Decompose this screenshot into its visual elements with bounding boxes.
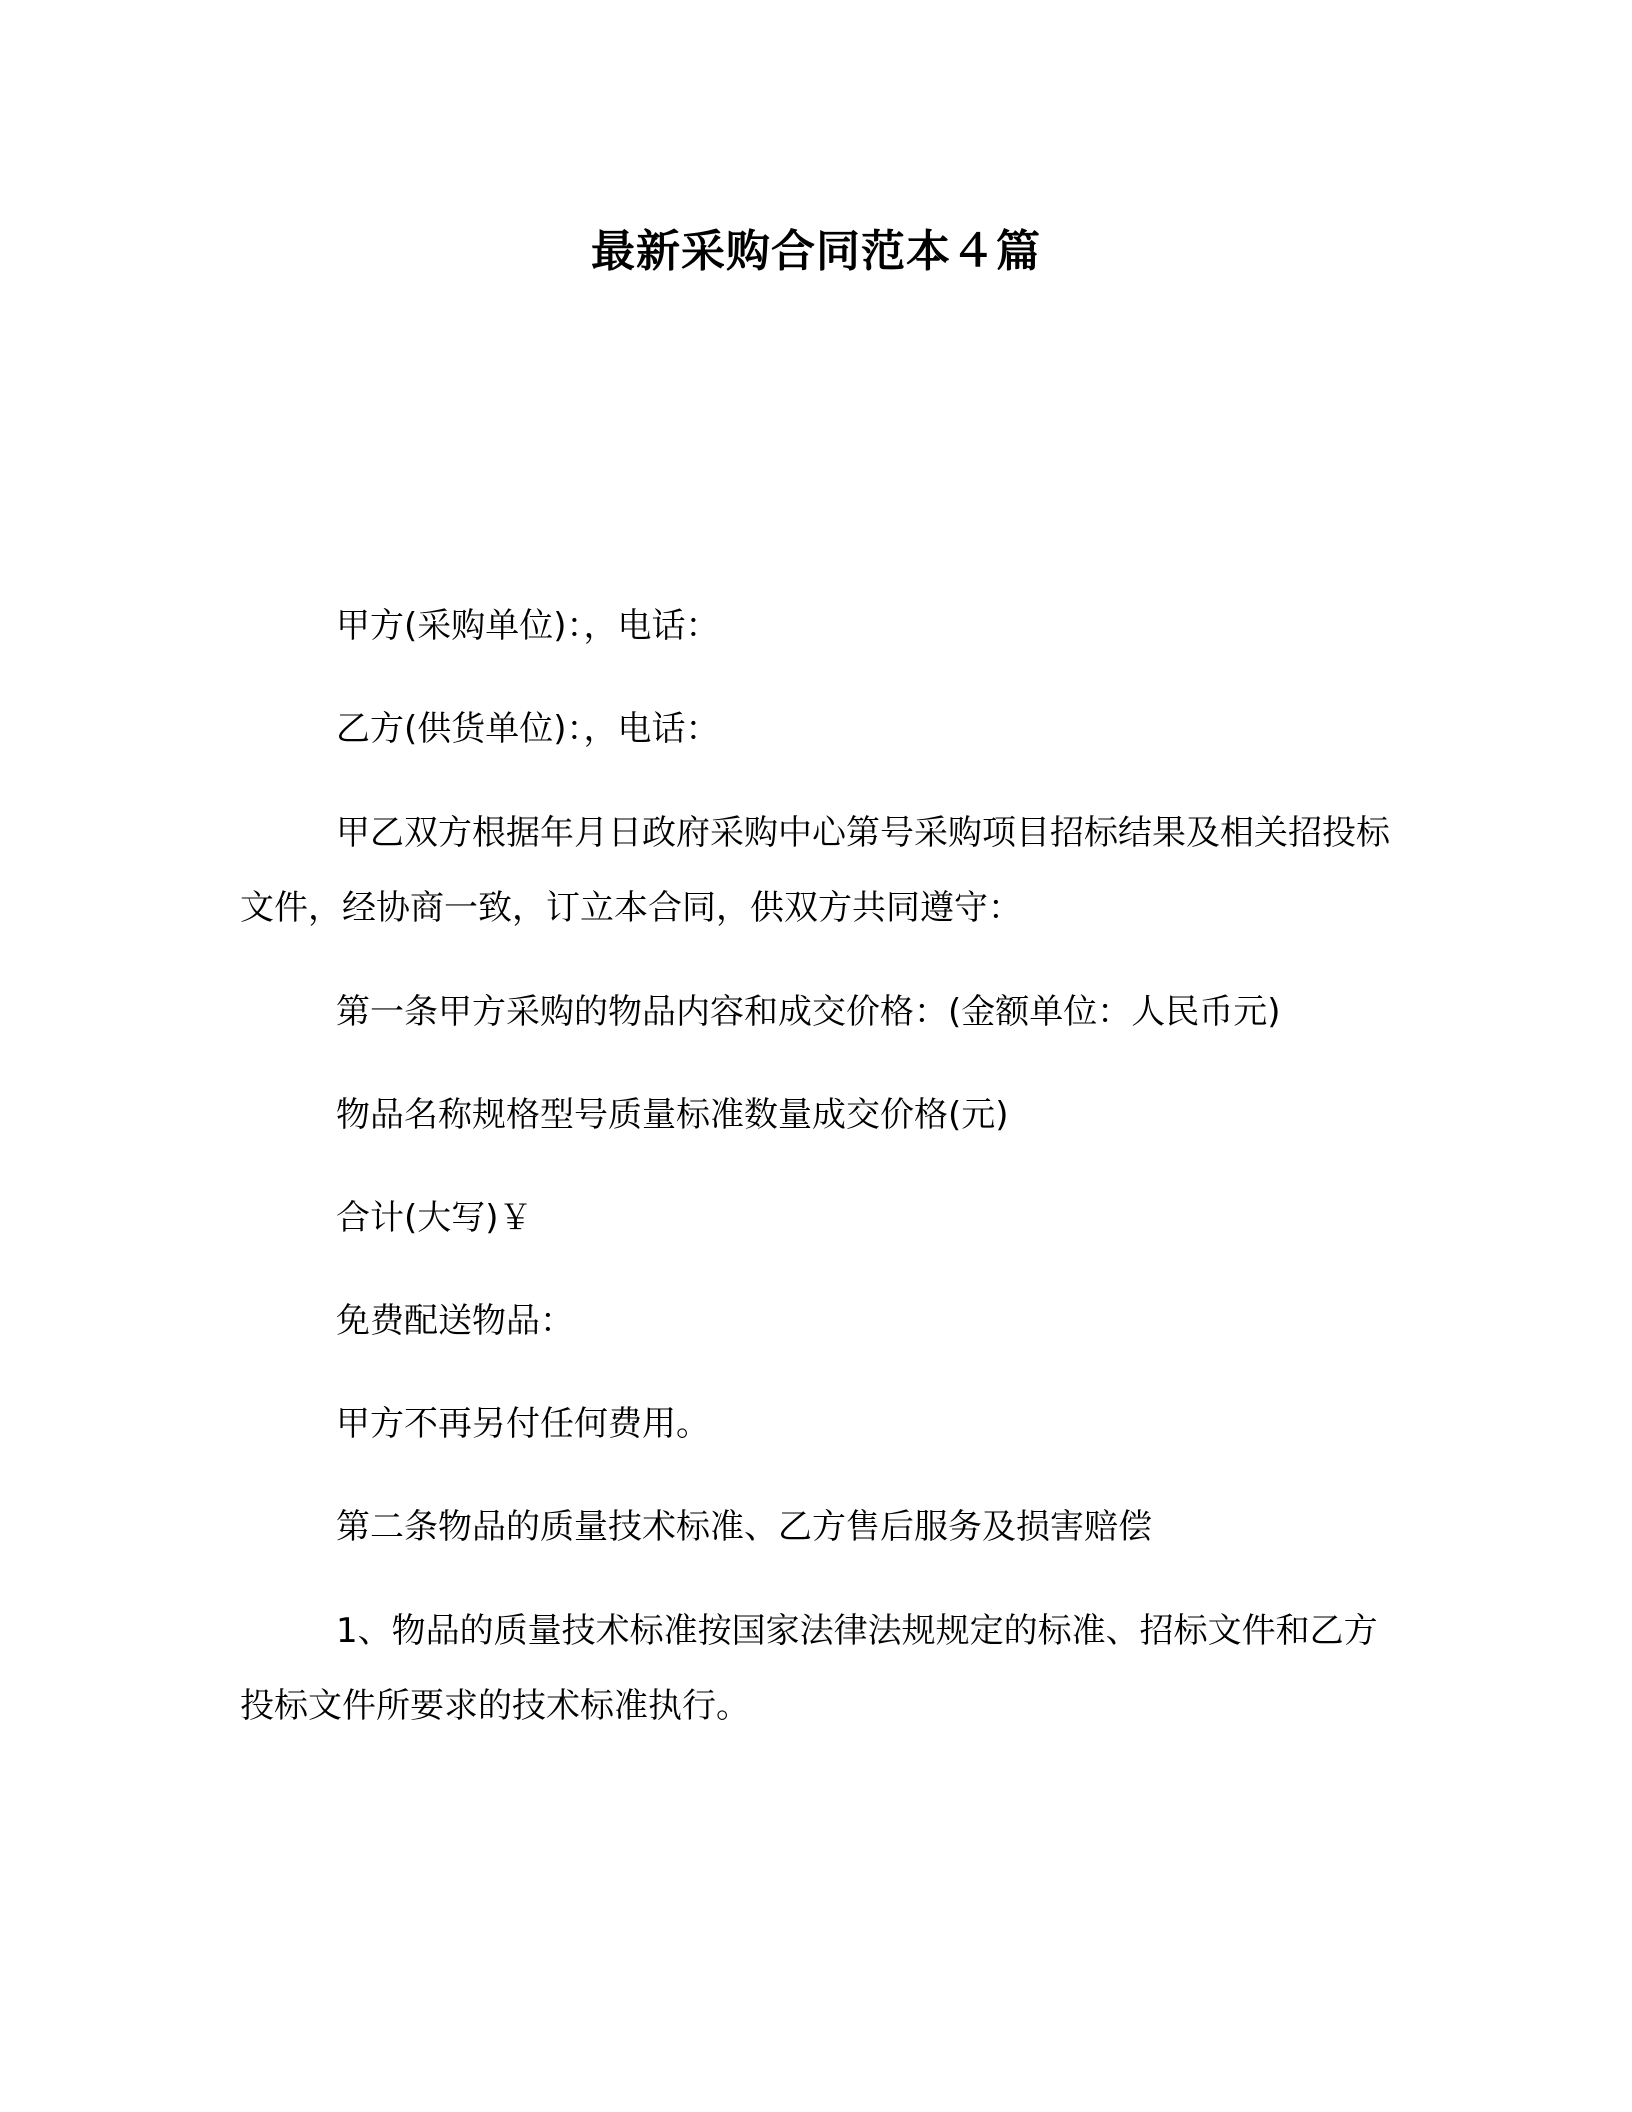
document-title: 最新采购合同范本４篇 <box>591 226 1041 277</box>
party-a-line: 甲方(采购单位)：，电话： <box>336 606 720 646</box>
document-body <box>240 590 1392 1774</box>
article-one-heading: 第一条甲方采购的物品内容和成交价格：(金额单位：人民币元) <box>336 992 1281 1032</box>
no-extra-fee-line: 甲方不再另付任何费用。 <box>336 1404 710 1444</box>
preamble-paragraph: 甲乙双方根据年月日政府采购中心第号采购项目招标结果及相关招投标文件，经协商一致，订立本合同，供双方共同遵守： <box>240 813 1390 928</box>
free-delivery-line: 免费配送物品： <box>336 1301 574 1341</box>
quality-standard-paragraph: 1、物品的质量技术标准按国家法律法规规定的标准、招标文件和乙方投标文件所要求的技术标准执行。 <box>240 1611 1378 1726</box>
item-columns-line: 物品名称规格型号质量标准数量成交价格(元) <box>336 1095 1009 1135</box>
party-b-line: 乙方(供货单位)：，电话： <box>336 709 720 749</box>
article-two-heading: 第二条物品的质量技术标准、乙方售后服务及损害赔偿 <box>336 1507 1152 1547</box>
total-line: 合计(大写)￥ <box>336 1198 533 1238</box>
